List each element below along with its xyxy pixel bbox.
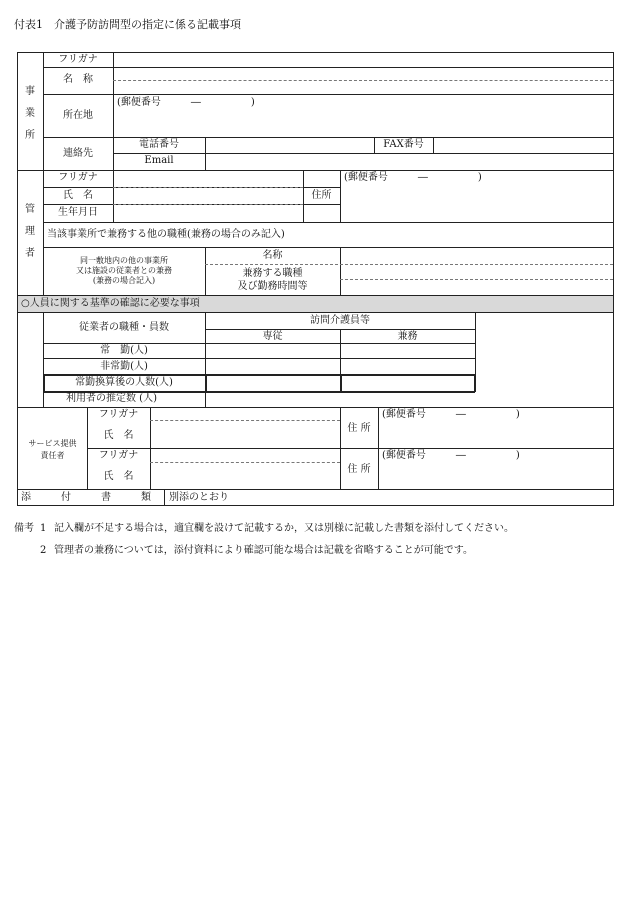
responsible2-name-input[interactable]: [151, 463, 339, 488]
staff-row-parttime: 非常勤(人): [100, 361, 148, 372]
office-phone-input[interactable]: [206, 138, 373, 153]
responsible1-name-input[interactable]: [151, 421, 339, 447]
responsible2-furigana-input[interactable]: [151, 449, 339, 461]
staff-users-estimate-label: 利用者の推定数 (人): [66, 393, 157, 404]
responsible1-furigana-input[interactable]: [151, 408, 339, 420]
manager-furigana-input[interactable]: [114, 171, 302, 186]
office-name-input[interactable]: [114, 81, 612, 94]
office-postal-code: (郵便番号 ― ): [117, 97, 255, 108]
manager-name-input[interactable]: [114, 188, 302, 203]
office-address-label: 所在地: [63, 110, 93, 121]
responsible2-postal-code: (郵便番号 ― ): [382, 450, 520, 461]
note-item: [14, 540, 514, 562]
staff-concurrent-parttime-input[interactable]: [341, 359, 474, 373]
staff-fulltime-regular-input[interactable]: [206, 344, 339, 357]
responsible-label: サービス提供 責任者: [28, 439, 77, 460]
manager-other-duty-label: 同一敷地内の他の事業所 又は施設の従業者との兼務 (兼務の場合記入): [76, 256, 172, 285]
staff-concurrent-col: 兼務: [397, 331, 418, 342]
manager-section-label: 管 理 者: [25, 204, 35, 259]
manager-address-input[interactable]: [341, 185, 612, 221]
note-text: 記入欄が不足する場合は，適宜欄を設けて記載するか，又は別様に記載した書類を添付してください。: [54, 523, 514, 534]
staff-section-header: ○人員に関する基準の確認に必要な事項: [21, 298, 200, 309]
office-contact-label: 連絡先: [63, 148, 93, 159]
responsible1-furigana-label: フリガナ: [98, 409, 139, 420]
staff-role-count-label: 従業者の職種・員数: [79, 322, 169, 333]
office-address-input[interactable]: [114, 109, 612, 137]
office-email-label: Email: [144, 155, 174, 166]
staff-concurrent-converted-input[interactable]: [342, 376, 473, 390]
responsible2-address-label: 住 所: [347, 464, 371, 475]
manager-concurrent-duty-input[interactable]: [341, 223, 612, 246]
office-section-label: 事 業 所: [25, 86, 35, 141]
document-title: 付表1 介護予防訪問型の指定に係る記載事項: [14, 18, 241, 31]
office-fax-input[interactable]: [434, 138, 612, 153]
manager-address-label: 住所: [311, 190, 332, 201]
staff-fulltime-col: 専従: [262, 331, 283, 342]
responsible2-furigana-label: フリガナ: [98, 450, 139, 461]
manager-birthdate-input[interactable]: [114, 205, 302, 221]
manager-name-label: 氏 名: [63, 190, 93, 201]
attachment-label: 添 付 書 類: [21, 492, 151, 503]
manager-duty-hours-input[interactable]: [341, 265, 612, 294]
office-fax-label: FAX番号: [383, 139, 424, 150]
manager-facility-name-input[interactable]: [341, 248, 612, 263]
manager-facility-name-label: 名称: [262, 250, 283, 261]
manager-concurrent-duty-label: 当該事業所で兼務する他の職種(兼務の場合のみ記入): [47, 229, 285, 240]
staff-fulltime-parttime-input[interactable]: [206, 359, 339, 373]
responsible2-name-label: 氏 名: [103, 471, 134, 482]
responsible1-address-label: 住 所: [347, 423, 371, 434]
staff-fulltime-converted-input[interactable]: [207, 376, 340, 390]
office-phone-label: 電話番号: [139, 139, 179, 150]
notes: [14, 518, 514, 562]
responsible1-name-label: 氏 名: [103, 430, 134, 441]
office-email-input[interactable]: [206, 154, 612, 169]
responsible2-address-input[interactable]: [379, 462, 612, 488]
staff-concurrent-regular-input[interactable]: [341, 344, 474, 357]
registration-form: [17, 52, 614, 506]
note-item: [14, 518, 514, 540]
note-text: 管理者の兼務については，添付資料により確認可能な場合は記載を省略することが可能です。: [54, 545, 473, 556]
manager-postal-code: (郵便番号 ― ): [344, 172, 482, 183]
manager-furigana-label: フリガナ: [58, 172, 98, 183]
staff-row-fulltime: 常 勤(人): [100, 345, 148, 356]
staff-visit-care-label: 訪問介護員等: [310, 315, 370, 326]
office-furigana-label: フリガナ: [58, 54, 98, 65]
note-number: 1: [40, 523, 47, 534]
responsible1-address-input[interactable]: [379, 421, 612, 447]
notes-label: 備考: [14, 523, 34, 534]
manager-duty-hours-label: 兼務する職種 及び勤務時間等: [237, 268, 308, 292]
note-number: 2: [40, 545, 47, 556]
responsible1-postal-code: (郵便番号 ― ): [382, 409, 520, 420]
office-name-label: 名 称: [63, 74, 93, 85]
attachment-value: 別添のとおり: [169, 492, 229, 503]
office-furigana-input[interactable]: [114, 68, 612, 80]
manager-birthdate-label: 生年月日: [58, 207, 98, 218]
staff-row-converted: 常勤換算後の人数(人): [75, 377, 173, 388]
